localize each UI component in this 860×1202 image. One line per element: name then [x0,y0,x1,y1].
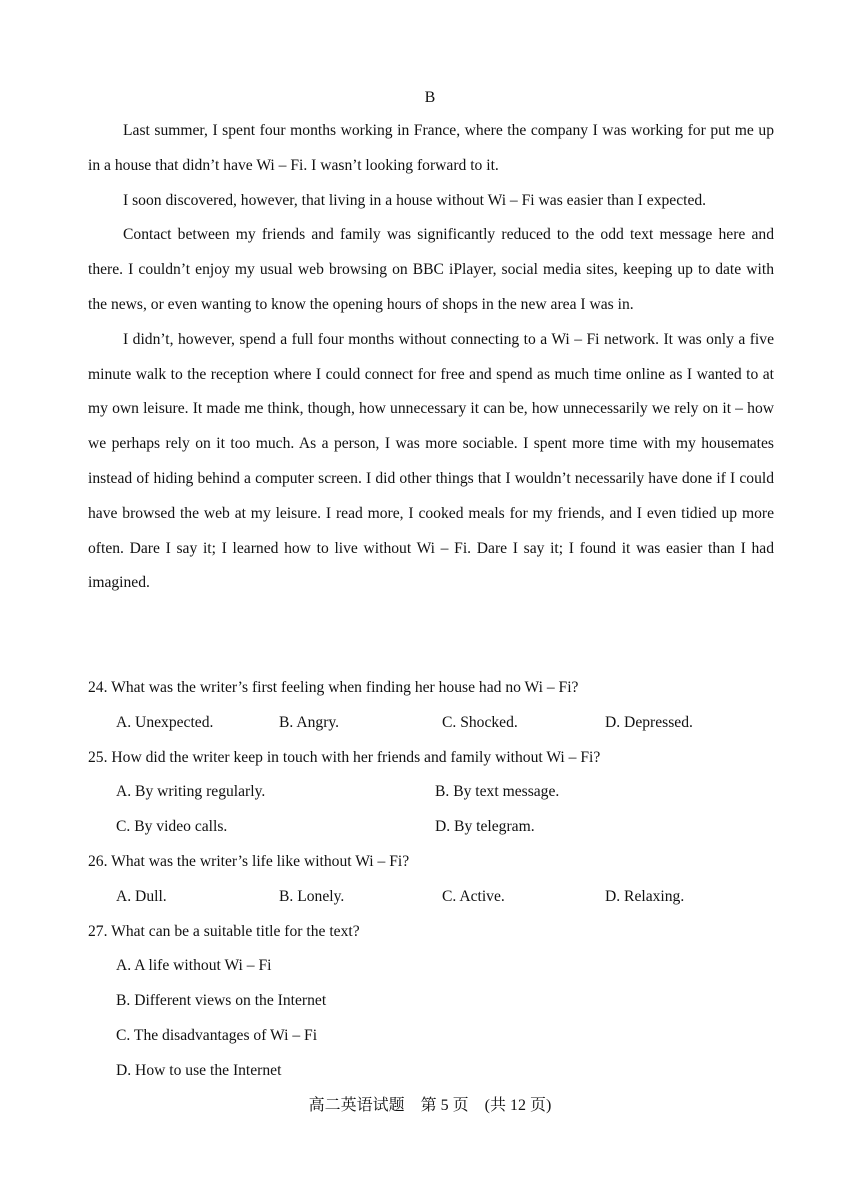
question-stem: 26. What was the writer’s life like without Wi – Fi? [88,852,410,870]
section-heading: B [424,89,436,106]
page-footer: 高二英语试题 第 5 页 (共 12 页) [308,1097,552,1114]
option-b: B. By text message. [435,783,560,801]
question-27 [88,915,774,1089]
question-stem: 25. How did the writer keep in touch with her friends and family without Wi – Fi? [88,748,601,766]
option-a: A. Dull. [116,887,167,905]
option-d: D. Relaxing. [605,887,685,905]
option-c: C. Active. [442,887,505,905]
question-list [88,671,774,1089]
option-a: A. By writing regularly. [116,783,266,801]
passage-paragraph: I soon discovered, however, that living in a house without Wi – Fi was easier than I expected. [123,191,707,209]
question-24 [88,671,774,741]
question-stem: 27. What can be a suitable title for the text? [88,922,360,940]
option-row [88,775,774,810]
option-a: A. A life without Wi – Fi [116,957,272,975]
option-d: D. How to use the Internet [116,1061,282,1079]
option-c: C. Shocked. [442,713,518,731]
question-26 [88,845,774,915]
question-stem: 24. What was the writer’s first feeling when finding her house had no Wi – Fi? [88,679,579,696]
option-row [88,880,774,915]
option-b: B. Lonely. [279,887,345,905]
option-row [88,810,774,845]
option-row [88,706,774,741]
option-b: B. Angry. [279,713,340,731]
option-b: B. Different views on the Internet [116,992,327,1010]
option-d: D. By telegram. [435,818,535,836]
reading-passage [88,114,774,601]
passage-paragraph: I didn’t, however, spend a full four months without connecting to a Wi – Fi network. It was only a five minute walk to the reception where I could connect for free and spend as much time online as I wanted to at my own leisure. It made me think, though, how unnecessary it can be, how unnecessarily we rely on it – how we perhaps rely on it too much. As a person, I was more sociable. I spent more time with my housemates instead of hiding behind a computer screen. I did other things that I wouldn’t necessarily have done if I could have browsed the web at my leisure. I read more, I cooked meals for my friends, and I even tidied up more often. Dare I say it; I learned how to live without Wi – Fi. Dare I say it; I found it was easier than I had imagined. [88,330,774,592]
passage-paragraph: Last summer, I spent four months working in France, where the company I was working for put me up in a house that didn’t have Wi – Fi. I wasn’t looking forward to it. [88,122,774,174]
option-c: C. The disadvantages of Wi – Fi [116,1026,318,1044]
option-a: A. Unexpected. [116,713,214,731]
question-25 [88,741,774,845]
option-c: C. By video calls. [116,818,228,836]
option-d: D. Depressed. [605,713,693,731]
passage-paragraph: Contact between my friends and family was significantly reduced to the odd text message here and there. I couldn’t enjoy my usual web browsing on BBC iPlayer, social media sites, keeping up to date with the news, or even wanting to know the opening hours of shops in the new area I was in. [88,226,774,313]
